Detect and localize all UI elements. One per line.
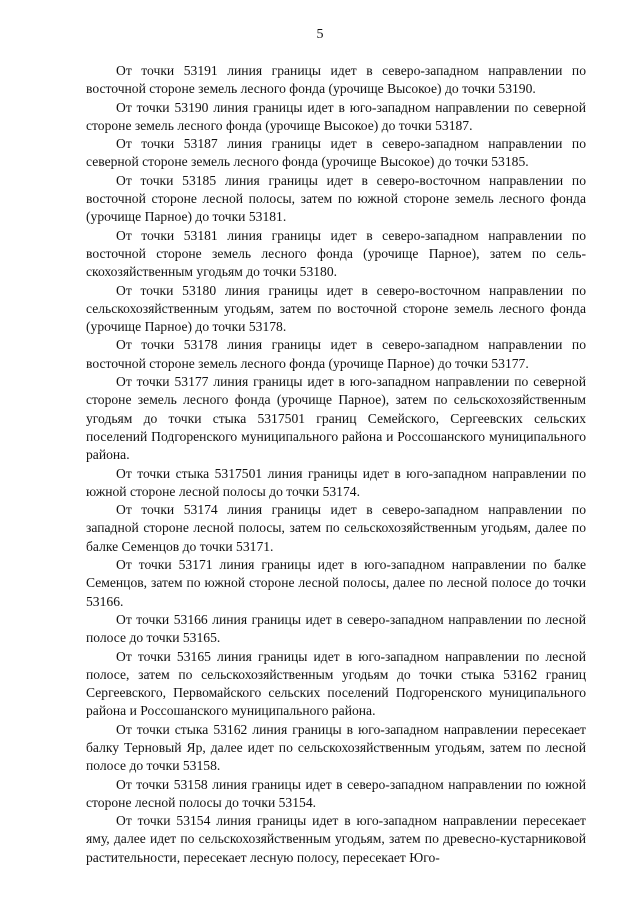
- paragraph: От точки 53154 линия границы идет в юго-западном направлении пересекает яму, далее идет по сельскохозяйственным угодьям, затем по древесно-кустарниковой растительности, пересекает лесную полосу, пересекает Юго-: [86, 813, 586, 865]
- paragraph: От точки 53181 линия границы идет в северо-западном направлении по восточной стороне земель лесного фонда (урочище Парное), затем по сельскохозяйственным угодьям до точки 53180.: [86, 227, 586, 280]
- page-number: 5: [316, 27, 324, 42]
- paragraph: От точки 53177 линия границы идет в юго-западном направлении по северной стороне земель лесного фонда (урочище Парное), затем по сельскохозяйственным угодьям до точки стыка 5317501 границ Семейского, Сергеевских сельских поселений Подгоренского муниципального района и Россошанского муниципального района.: [86, 374, 586, 463]
- paragraph: От точки 53174 линия границы идет в северо-западном направлении по западной стороне лесной полосы, затем по сельскохозяйственным угодьям, далее по балке Семенцов до точки 53171.: [86, 502, 586, 554]
- paragraph: От точки 53178 линия границы идет в северо-западном направлении по восточной стороне земель лесного фонда (урочище Парное) до точки 53177.: [86, 337, 586, 371]
- document-body: [86, 62, 586, 867]
- paragraph: От точки 53185 линия границы идет в северо-восточном направлении по восточной стороне лесной полосы, затем по южной стороне земель лесного фонда (урочище Парное) до точки 53181.: [86, 172, 586, 225]
- paragraph: От точки 53166 линия границы идет в северо-западном направлении по лесной полосе до точки 53165.: [86, 611, 586, 646]
- paragraph: От точки 53158 линия границы идет в северо-западном направлении по южной стороне лесной полосы до точки 53154.: [86, 776, 586, 810]
- paragraph: От точки 53180 линия границы идет в северо-восточном направлении по сельскохозяйственным угодьям, затем по восточной стороне земель лесного фонда (урочище Парное) до точки 53178.: [86, 282, 586, 335]
- paragraph: От точки стыка 53162 линия границы в юго-западном направлении пересекает балку Терновый Яр, далее идет по сельскохозяйственным угодьям, затем по лесной полосе до точки 53158.: [86, 721, 586, 774]
- paragraph: От точки 53165 линия границы идет в юго-западном направлении по лесной полосе, затем по сельскохозяйственным угодьям до точки стыка 53162 границ Сергеевского, Первомайского сельских поселений Подгоренского муниципального района и Россошанского муниципального района.: [86, 648, 586, 719]
- paragraph: От точки 53191 линия границы идет в северо-западном направлении по восточной стороне земель лесного фонда (урочище Высокое) до точки 53190.: [86, 63, 586, 97]
- paragraph: От точки 53190 линия границы идет в юго-западном направлении по северной стороне земель лесного фонда (урочище Высокое) до точки 53187.: [86, 99, 586, 133]
- paragraph: От точки 53187 линия границы идет в северо-западном направлении по северной стороне земель лесного фонда (урочище Высокое) до точки 53185.: [86, 136, 586, 170]
- paragraph: От точки 53171 линия границы идет в юго-западном направлении по балке Семенцов, затем по южной стороне лесной полосы, далее по лесной полосе до точки 53166.: [86, 557, 586, 609]
- paragraph: От точки стыка 5317501 линия границы идет в юго-западном направлении по южной стороне лесной полосы до точки 53174.: [86, 465, 586, 499]
